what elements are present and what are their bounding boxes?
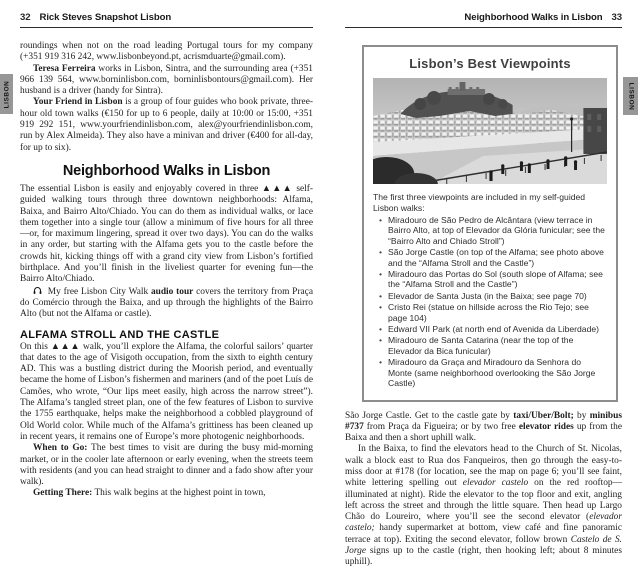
running-head-title-right: Neighborhood Walks in Lisbon xyxy=(464,12,603,23)
sidebar-intro: The first three viewpoints are included in my self-guided Lisbon walks: xyxy=(373,192,586,213)
page-number-left: 32 xyxy=(20,12,31,23)
tab-label: LISBON xyxy=(3,80,10,108)
page-left xyxy=(20,12,313,500)
viewpoints-sidebar-box xyxy=(362,45,618,402)
left-body-column xyxy=(20,41,313,500)
lisbon-edge-tab-left xyxy=(0,74,13,114)
viewpoint-item: • Elevador de Santa Justa (in the Baixa; see page 70) xyxy=(379,291,607,301)
paragraph: My free Lisbon City Walk audio tour covers the territory from Praça do Comércio through the Baixa, and up through the highlights of the Bairro Alto (but not the Alfama or castle). xyxy=(20,286,313,320)
sidebar-title: Lisbon’s Best Viewpoints xyxy=(409,56,571,71)
paragraph: Your Friend in Lisbon is a group of four guides who book private, three-hour old town walks (€150 for up to 6 people, daily at 10:00 or 15:00, +351 919 292 151, www.yourfriendinlisbon.com, alex@yourfriendinlisbon.com, run by Alex Almeida). They also have a minivan and driver (€400 for all-day, for up to six). xyxy=(20,97,313,153)
subsection-heading: ALFAMA STROLL AND THE CASTLE xyxy=(20,328,220,341)
viewpoints-list xyxy=(373,215,607,389)
page-number-right: 33 xyxy=(611,12,622,23)
lisbon-cityscape-illustration xyxy=(373,78,607,184)
running-head-right xyxy=(345,12,622,28)
viewpoint-item: • Miradouro de São Pedro de Alcântara (view terrace in Bairro Alto, at top of Elevador da Glória funicular; see the “Bairro Alto and Chiado Stroll”) xyxy=(379,215,607,246)
viewpoint-item: • São Jorge Castle (on top of the Alfama; see photo above and the “Alfama Stroll and the Castle”) xyxy=(379,247,607,268)
viewpoint-item: • Miradouro da Graça and Miradouro da Senhora do Monte (same neighborhood overlooking the São Jorge Castle) xyxy=(379,357,607,388)
viewpoint-item: • Cristo Rei (statue on hillside across the Rio Tejo; see page 104) xyxy=(379,302,607,323)
running-head-left xyxy=(20,12,313,28)
viewpoint-item: • Miradouro das Portas do Sol (south slope of Alfama; see the “Alfama Stroll and the Castle”) xyxy=(379,269,607,290)
paragraph: Getting There: This walk begins at the highest point in town, xyxy=(33,488,266,499)
section-heading: Neighborhood Walks in Lisbon xyxy=(62,162,271,179)
headphones-icon xyxy=(33,286,42,295)
paragraph: Teresa Ferreira works in Lisbon, Sintra, and the surrounding area (+351 966 139 564, www.borninlisbon.com, borninlisbontours@gmail.com). Her husband is a driver (handy for Sintra). xyxy=(20,63,313,97)
viewpoint-item: • Miradouro de Santa Catarina (near the top of the Elevador da Bica funicular) xyxy=(379,335,607,356)
running-head-title-left: Rick Steves Snapshot Lisbon xyxy=(39,12,172,23)
paragraph: In the Baixa, to find the elevators head to the Church of St. Nicolas, walk a block east to Rua dos Fanqueiros, then go through the easy-to-miss door at #178 (for location, see the map on page 6; you’ll see faint, white lettering spelling out elevador castelo on the red rooftop—illuminated at night). Ride the elevator to the top floor and exit, angling left across the street and through the little square. Then head up Largo Chão do Loureiro, where you’ll see the second elevator (elevador castelo; handy supermarket at bottom, view café and fine panoramic terrace at top). Exiting the second elevator, follow brown Castelo de S. Jorge signs up to the castle (right, then hooking left; about 8 minutes uphill). xyxy=(345,444,622,568)
tab-label: LISBON xyxy=(627,82,634,110)
viewpoints-photo xyxy=(373,78,607,184)
paragraph: When to Go: The best times to visit are during the busy mid-morning market, or in the cooler late afternoon or early evening, when the streets teem with residents (and you can head straight to dinner and a fado show after your walk). xyxy=(20,443,314,488)
lisbon-edge-tab-right xyxy=(623,77,638,115)
page-right xyxy=(345,12,622,569)
paragraph: The essential Lisbon is easily and enjoyably covered in three ▲▲▲ self-guided walking tours through three downtown neighborhoods: Alfama, Baixa, and Bairro Alto/Chiado. You can do them as individual walks, or lace them together into a single tour (allow a minimum of five hours for all three—or, for maximum lingering, spread it over two days). You can do the walks in any order, but starting with the Alfama gets you to the castle before the crowds hit, kicking things off with a grand city view from Lisbon’s fortified birthplace. And you’ll finish in the liveliest quarter for evening fun—the Bairro Alto/Chiado. xyxy=(20,183,313,285)
paragraph: On this ▲▲▲ walk, you’ll explore the Alfama, the colorful sailors’ quarter that dates to the age of Visigoth occupation, from the sixth to eighth century AD. This was a bustling district during the Moorish period, and eventually became the home of Lisbon’s fishermen and mariners (and of the poet Luís de Camões, who wrote, “Our lips meet easily, high across the narrow street”). The Alfama’s tangled street plan, one of the few features of Lisbon to survive the 1755 earthquake, helps make the neighborhood a cobbled playground of Old World color. While much of the Alfama’s grittiness has been cleaned up in recent years, it remains one of Europe’s more photogenic neighborhoods. xyxy=(20,341,313,442)
paragraph: São Jorge Castle. Get to the castle gate by taxi/Uber/Bolt; by minibus #737 from Praça da Figueira; or by two free elevator rides up from the Baixa and then a short uphill walk. xyxy=(345,410,623,444)
right-body-column xyxy=(345,411,622,569)
paragraph: roundings when not on the road leading Portugal tours for my company (+351 919 316 242, www.lisbonbeyond.pt, acrismduarte@gmail.com). xyxy=(20,41,313,63)
viewpoint-item: • Edward VII Park (at north end of Avenida da Liberdade) xyxy=(379,324,607,334)
